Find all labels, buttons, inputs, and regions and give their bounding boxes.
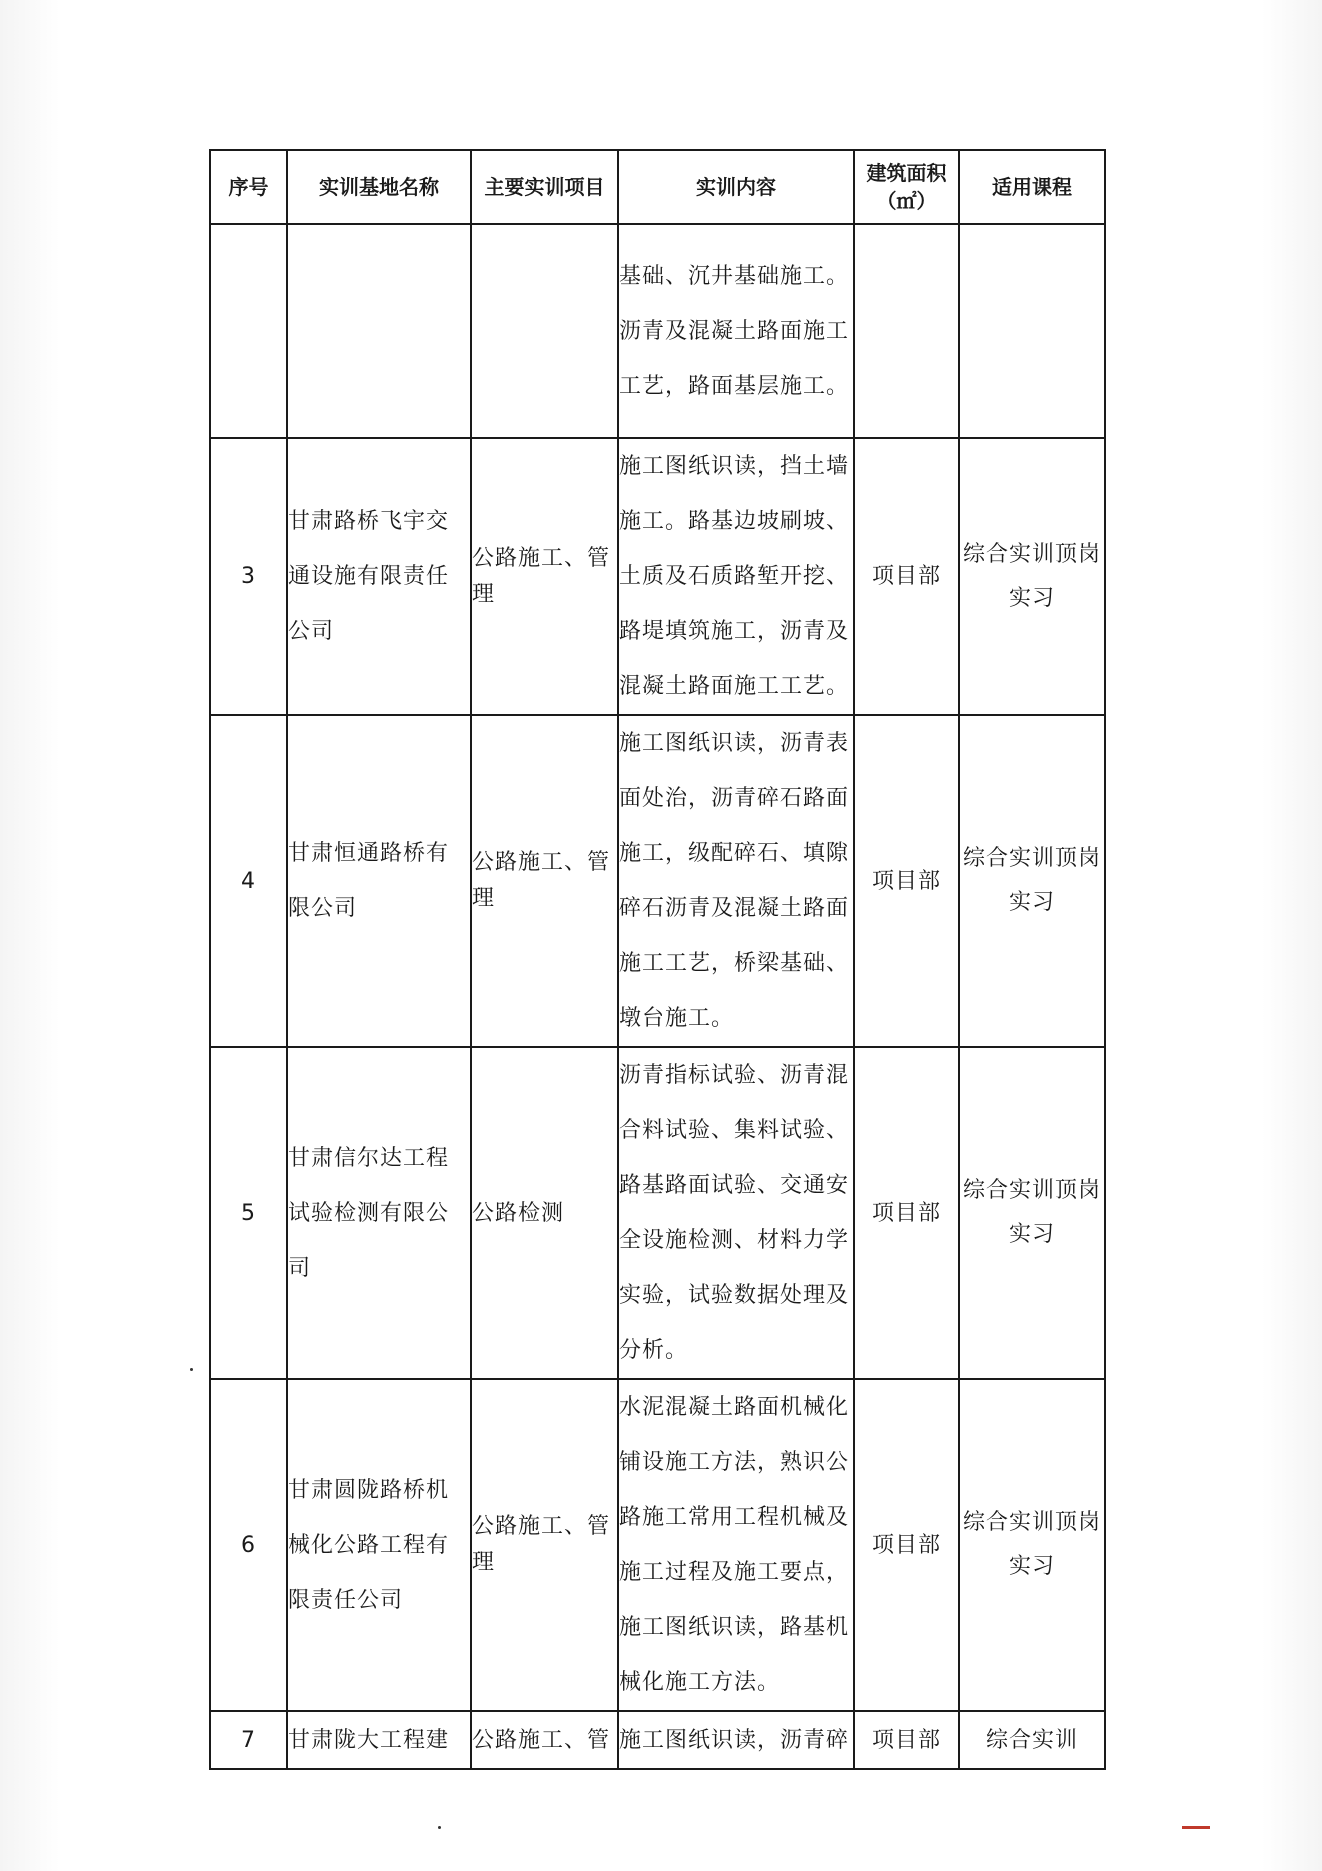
row-course [959,224,1105,438]
row-area: 项目部 [854,1711,959,1769]
row-no: 7 [210,1711,287,1769]
header-base-name: 实训基地名称 [287,150,471,224]
row-area: 项目部 [854,1379,959,1711]
row-area [854,224,959,438]
table-row [210,438,1105,715]
row-name: 甘肃路桥飞宇交通设施有限责任公司 [287,438,471,715]
row-area: 项目部 [854,715,959,1047]
row-no: 6 [210,1379,287,1711]
table-row [210,1379,1105,1711]
header-content: 实训内容 [618,150,854,224]
row-course: 综合实训顶岗实习 [959,715,1105,1047]
row-name: 甘肃信尔达工程试验检测有限公司 [287,1047,471,1379]
row-name: 甘肃陇大工程建 [287,1711,471,1769]
table-row [210,715,1105,1047]
row-project: 公路施工、管理 [471,1379,618,1711]
row-no: 4 [210,715,287,1047]
header-main-project: 主要实训项目 [471,150,618,224]
row-no: 3 [210,438,287,715]
row-course: 综合实训顶岗实习 [959,438,1105,715]
row-no: 5 [210,1047,287,1379]
table-row [210,1047,1105,1379]
row-area: 项目部 [854,1047,959,1379]
row-name [287,224,471,438]
row-content: 基础、沉井基础施工。沥青及混凝土路面施工工艺，路面基层施工。 [618,224,854,438]
row-area: 项目部 [854,438,959,715]
row-project: 公路施工、管理 [471,438,618,715]
scan-mark [1182,1826,1210,1829]
row-content: 施工图纸识读，挡土墙施工。路基边坡刷坡、土质及石质路堑开挖、路堤填筑施工，沥青及混凝土路面施工工艺。 [618,438,854,715]
row-project: 公路施工、管理 [471,715,618,1047]
row-course: 综合实训顶岗实习 [959,1379,1105,1711]
table-row [210,224,1105,438]
scan-speck [190,1368,193,1371]
row-content: 沥青指标试验、沥青混合料试验、集料试验、路基路面试验、交通安全设施检测、材料力学实验，试验数据处理及分析。 [618,1047,854,1379]
row-no [210,224,287,438]
row-project: 公路检测 [471,1047,618,1379]
row-name: 甘肃圆陇路桥机械化公路工程有限责任公司 [287,1379,471,1711]
table-row [210,1711,1105,1769]
row-content: 施工图纸识读，沥青表面处治，沥青碎石路面施工，级配碎石、填隙碎石沥青及混凝土路面施工工艺，桥梁基础、墩台施工。 [618,715,854,1047]
scan-speck [438,1826,441,1829]
row-content: 水泥混凝土路面机械化铺设施工方法，熟识公路施工常用工程机械及施工过程及施工要点，施工图纸识读，路基机械化施工方法。 [618,1379,854,1711]
row-project: 公路施工、管 [471,1711,618,1769]
row-project [471,224,618,438]
row-content: 施工图纸识读，沥青碎 [618,1711,854,1769]
row-name: 甘肃恒通路桥有限公司 [287,715,471,1047]
table-header-row [210,150,1105,224]
row-course: 综合实训顶岗实习 [959,1047,1105,1379]
header-area: 建筑面积（㎡） [854,150,959,224]
row-course: 综合实训 [959,1711,1105,1769]
training-base-table [209,149,1106,1770]
header-no: 序号 [210,150,287,224]
header-course: 适用课程 [959,150,1105,224]
